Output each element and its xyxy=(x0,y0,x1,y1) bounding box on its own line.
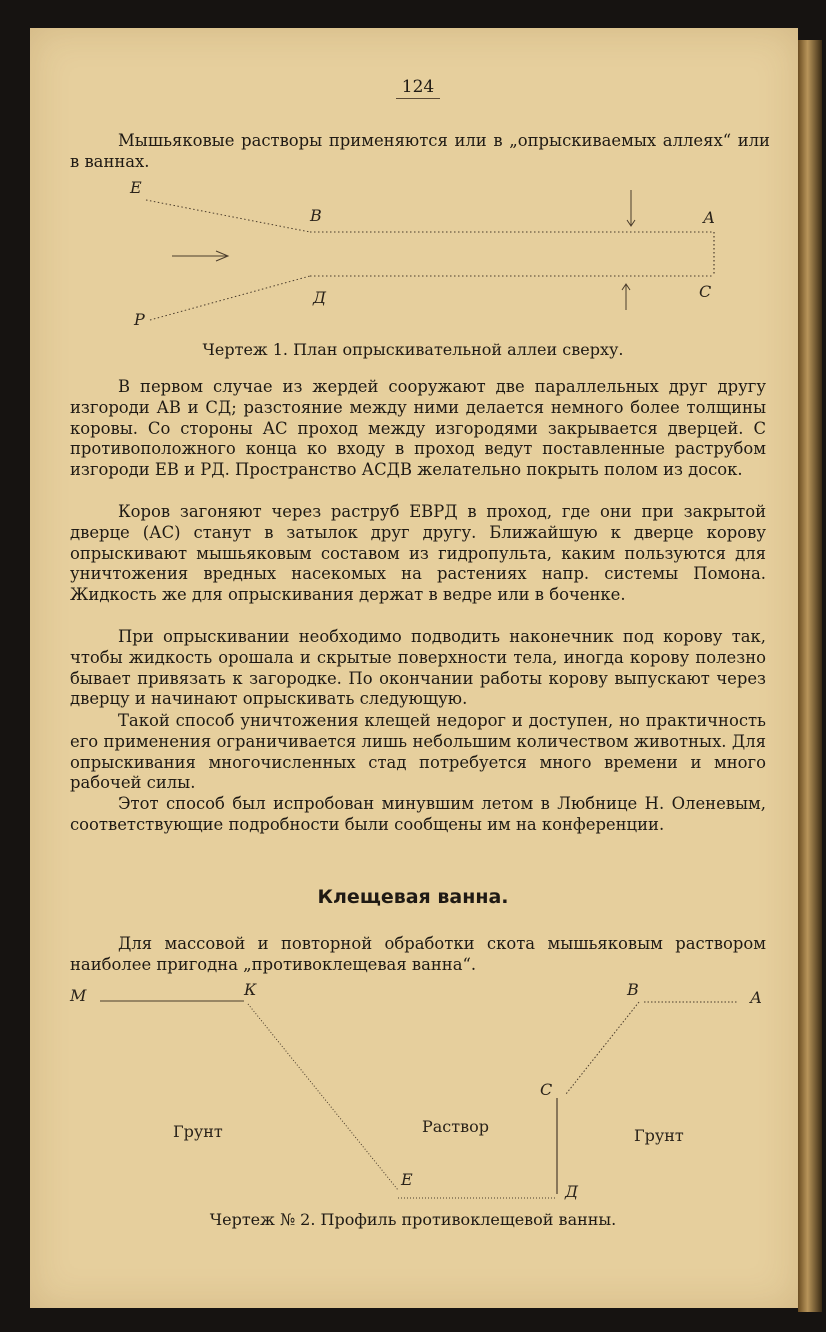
fig1-label-e: Е xyxy=(130,178,142,197)
figure-2-caption: Чертеж № 2. Профиль противоклещевой ванны. xyxy=(209,1210,617,1229)
paragraph-5: Этот способ был испробован минувшим летом в Любнице Н. Оленевым, соответствующие подробности были сообщены им на конференции. xyxy=(70,794,766,834)
paragraph-2: Коров загоняют через раструб ЕВРД в проход, где они при закрытой дверце (АС) станут в затылок друг другу. Ближайшую к дверце корову опрыскивают мышьяковым составом из гидропульта, каким пользуются для уничтожения вредных насекомых на растениях напр. системы Помона. Жидкость же для опрыскивания держат в ведре или в боченке. xyxy=(70,502,766,605)
fig2-region-solution: Раствор xyxy=(422,1117,489,1136)
fig2-label-b: В xyxy=(627,980,639,999)
paragraph-3: При опрыскивании необходимо подводить наконечник под корову так, чтобы жидкость орошала и скрытые поверхности тела, иногда корову полезно бывает привязать к загородке. По окончании работы корову выпускают через дверцу и начинают опрыскивать следующую. xyxy=(70,627,766,709)
fig1-label-b: В xyxy=(310,206,322,225)
paragraph-4: Такой способ уничтожения клещей недорог и доступен, но практичность его применения ограничивается лишь небольшим количеством животных. Для опрыскивания многочисленных стад потребуется много времени и много рабочей силы. xyxy=(70,711,766,793)
fig2-region-ground-right: Грунт xyxy=(634,1126,684,1145)
fig2-label-d: Д xyxy=(565,1182,579,1201)
fig1-label-p: Р xyxy=(134,310,145,329)
fig2-label-e: Е xyxy=(401,1170,413,1189)
fig1-label-c: С xyxy=(699,282,712,301)
fig2-region-ground-left: Грунт xyxy=(173,1122,223,1141)
section-intro: Для массовой и повторной обработки скота мышьяковым раствором наиболее пригодна „противоклещевая ванна“. xyxy=(70,934,766,974)
figure-1-caption: Чертеж 1. План опрыскивательной аллеи сверху. xyxy=(202,340,624,359)
slope-bc xyxy=(566,1002,639,1094)
section-heading: Клещевая ванна. xyxy=(317,886,509,908)
fig2-label-m: М xyxy=(70,986,87,1005)
paragraph-1: В первом случае из жердей сооружают две параллельных друг другу изгороди АВ и СД; разстояние между ними делается немного более толщины коровы. Со стороны АС проход между изгородями закрывается дверцей. С противоположного конца ко входу в проход ведут поставленные раструбом изгороди ЕВ и РД. Пространство АСДВ желательно покрыть полом из досок. xyxy=(70,377,766,480)
fig1-label-d: Д xyxy=(313,288,327,307)
page-number: 124 xyxy=(396,77,440,99)
slope-ke xyxy=(248,1004,398,1190)
fig1-label-a: А xyxy=(703,208,716,227)
fig2-label-a: А xyxy=(750,988,763,1007)
intro-text-content: Мышьяковые растворы применяются или в „опрыскиваемых аллеях“ или в ваннах. xyxy=(70,131,770,171)
fig2-label-k: К xyxy=(244,980,257,999)
fig2-label-c: С xyxy=(540,1080,553,1099)
